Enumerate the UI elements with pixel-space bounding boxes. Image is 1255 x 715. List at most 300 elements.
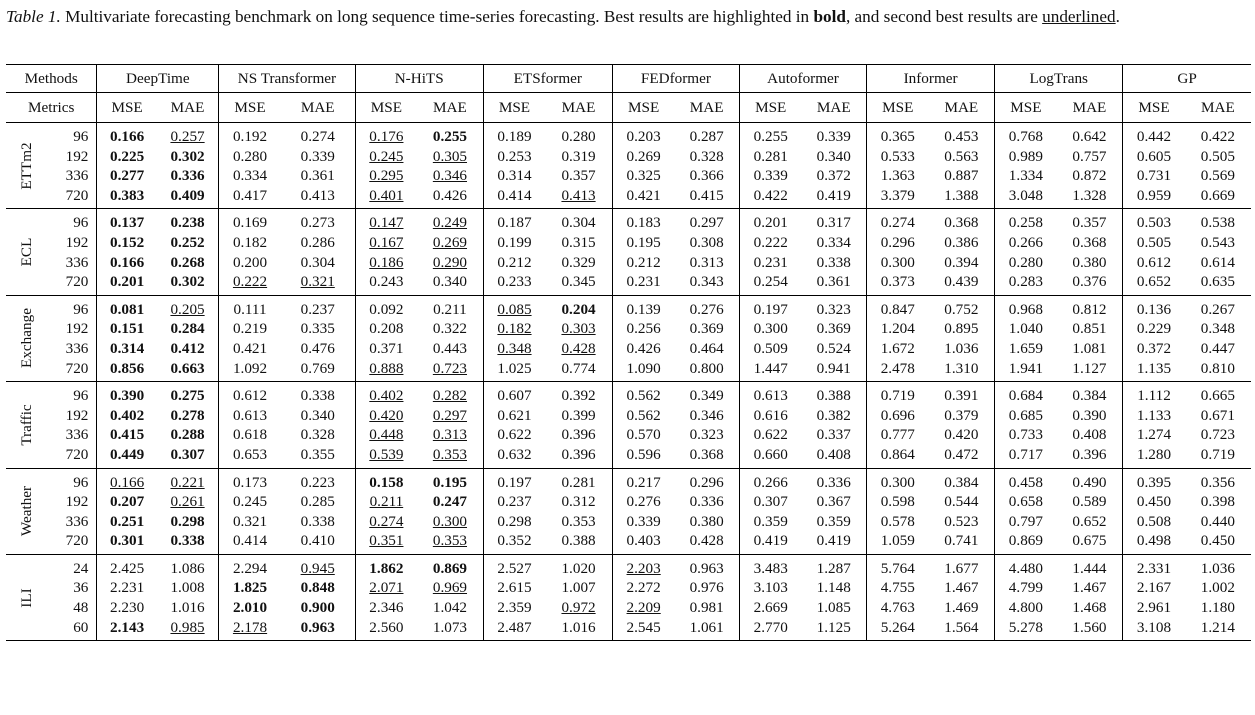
value-cell <box>612 319 674 339</box>
value-text: 2.560 <box>369 618 404 636</box>
value-text: 0.152 <box>110 233 145 251</box>
value-cell <box>281 425 355 445</box>
value-text: 0.757 <box>1072 147 1107 165</box>
value-text: 0.302 <box>170 273 205 291</box>
value-text: 0.297 <box>689 214 724 232</box>
value-cell <box>157 209 219 233</box>
value-text: 1.002 <box>1200 579 1235 597</box>
value-text: 0.396 <box>1072 445 1107 463</box>
value-text: 0.222 <box>753 233 788 251</box>
value-text: 0.290 <box>432 253 468 271</box>
value-cell <box>867 554 929 578</box>
value-text: 0.428 <box>561 339 596 357</box>
value-text: 0.329 <box>561 253 596 271</box>
value-cell <box>157 445 219 468</box>
value-text: 4.763 <box>880 599 915 617</box>
value-text: 0.355 <box>300 445 335 463</box>
value-cell <box>97 253 157 273</box>
table-row <box>6 253 1251 273</box>
value-cell <box>995 554 1057 578</box>
value-cell <box>483 382 545 406</box>
value-text: 1.016 <box>170 599 205 617</box>
horizon-cell: 96 <box>73 214 89 232</box>
value-text: 0.372 <box>1136 339 1172 357</box>
value-cell <box>739 445 801 468</box>
value-text: 0.266 <box>1008 233 1043 251</box>
value-text: 0.652 <box>1136 273 1172 291</box>
value-cell <box>801 272 866 295</box>
value-cell <box>739 339 801 359</box>
metric-header: MAE <box>689 99 724 116</box>
value-cell <box>483 598 545 618</box>
value-cell <box>995 425 1057 445</box>
value-text: 0.723 <box>1200 426 1235 444</box>
value-cell <box>1123 618 1185 641</box>
value-text: 1.274 <box>1136 426 1172 444</box>
value-cell <box>674 186 739 209</box>
value-cell <box>157 272 219 295</box>
value-cell <box>801 492 866 512</box>
value-cell <box>674 445 739 468</box>
value-cell <box>1185 186 1251 209</box>
value-cell <box>1123 209 1185 233</box>
value-text: 0.505 <box>1136 233 1172 251</box>
value-cell <box>157 123 219 147</box>
value-cell <box>417 578 483 598</box>
horizon-cell: 60 <box>73 618 89 636</box>
value-text: 0.297 <box>432 406 468 424</box>
value-text: 0.266 <box>753 473 788 491</box>
value-text: 3.108 <box>1136 618 1172 636</box>
value-cell <box>1185 531 1251 554</box>
value-text: 0.317 <box>816 214 851 232</box>
metric-header: MSE <box>739 93 801 123</box>
value-cell <box>1123 598 1185 618</box>
value-cell <box>483 406 545 426</box>
value-text: 0.963 <box>689 559 724 577</box>
value-cell <box>97 468 157 492</box>
value-text: 0.449 <box>110 445 145 463</box>
value-cell <box>545 359 612 382</box>
value-cell <box>219 295 281 319</box>
value-cell <box>417 425 483 445</box>
value-text: 0.719 <box>1200 445 1235 463</box>
table-row <box>6 618 1251 641</box>
value-text: 0.321 <box>232 512 268 530</box>
method-header: NS Transformer <box>219 65 355 93</box>
value-cell <box>867 406 929 426</box>
value-cell <box>1185 554 1251 578</box>
horizon-cell: 720 <box>65 532 89 550</box>
value-cell <box>801 147 866 167</box>
metrics-header-row <box>6 93 1251 123</box>
value-text: 0.458 <box>1008 473 1043 491</box>
value-cell <box>417 382 483 406</box>
value-cell <box>483 319 545 339</box>
value-text: 0.237 <box>300 300 335 318</box>
value-cell <box>1057 123 1123 147</box>
value-cell <box>483 233 545 253</box>
value-text: 2.359 <box>497 599 532 617</box>
value-cell <box>545 578 612 598</box>
value-cell <box>219 382 281 406</box>
value-cell <box>929 319 995 339</box>
value-cell <box>1123 406 1185 426</box>
value-cell <box>929 468 995 492</box>
horizon-cell: 336 <box>65 167 89 185</box>
value-text: 0.544 <box>944 493 979 511</box>
value-text: 0.777 <box>880 426 915 444</box>
value-cell <box>1057 147 1123 167</box>
value-cell <box>355 166 417 186</box>
value-cell <box>1123 512 1185 532</box>
methods-label: Methods <box>24 70 78 87</box>
value-text: 0.281 <box>561 473 596 491</box>
value-text: 0.256 <box>626 320 661 338</box>
value-cell <box>1123 253 1185 273</box>
value-cell <box>355 186 417 209</box>
value-text: 0.245 <box>369 147 404 165</box>
value-cell <box>157 295 219 319</box>
value-text: 0.717 <box>1008 445 1043 463</box>
value-text: 0.173 <box>232 473 268 491</box>
dataset-group <box>6 554 1251 640</box>
table-caption <box>6 4 1251 29</box>
value-cell <box>355 531 417 554</box>
value-text: 0.346 <box>689 406 724 424</box>
caption-label: Table 1. <box>6 7 61 26</box>
value-cell <box>157 578 219 598</box>
value-text: 0.618 <box>232 426 268 444</box>
value-text: 0.284 <box>170 320 205 338</box>
metrics-label: Metrics <box>27 99 75 116</box>
value-text: 0.847 <box>880 300 915 318</box>
metric-header: MSE <box>97 93 157 123</box>
value-text: 0.338 <box>170 532 205 550</box>
value-cell <box>545 295 612 319</box>
value-cell <box>867 359 929 382</box>
value-text: 0.391 <box>944 387 979 405</box>
value-text: 0.111 <box>233 300 267 318</box>
value-text: 0.267 <box>1200 300 1235 318</box>
value-cell <box>995 492 1057 512</box>
value-text: 0.612 <box>1136 253 1172 271</box>
value-cell <box>739 123 801 147</box>
value-cell <box>1123 339 1185 359</box>
dataset-group <box>6 209 1251 295</box>
value-cell <box>612 339 674 359</box>
value-cell <box>97 425 157 445</box>
value-cell <box>995 468 1057 492</box>
value-text: 0.447 <box>1200 339 1235 357</box>
horizon-cell: 720 <box>65 359 89 377</box>
value-cell <box>417 445 483 468</box>
value-cell <box>739 147 801 167</box>
value-cell <box>417 598 483 618</box>
value-text: 2.331 <box>1136 559 1172 577</box>
value-text: 0.336 <box>816 473 851 491</box>
value-cell <box>1057 578 1123 598</box>
value-cell <box>545 468 612 492</box>
value-cell <box>545 406 612 426</box>
value-text: 0.136 <box>1136 300 1172 318</box>
value-cell <box>674 359 739 382</box>
value-text: 0.301 <box>110 532 145 550</box>
metric-header: MSE <box>612 93 674 123</box>
value-text: 0.419 <box>816 186 851 204</box>
value-cell <box>1185 147 1251 167</box>
value-cell <box>867 445 929 468</box>
dataset-name: Weather <box>17 486 35 537</box>
value-cell <box>867 531 929 554</box>
value-text: 1.016 <box>561 618 596 636</box>
value-cell <box>929 512 995 532</box>
value-cell <box>483 492 545 512</box>
value-text: 0.337 <box>816 426 851 444</box>
value-cell <box>929 554 995 578</box>
value-text: 0.472 <box>944 445 979 463</box>
value-text: 0.414 <box>497 186 532 204</box>
value-cell <box>355 492 417 512</box>
value-cell <box>281 445 355 468</box>
value-text: 1.564 <box>944 618 979 636</box>
metric-header: MAE <box>170 99 205 116</box>
value-cell <box>1185 359 1251 382</box>
value-cell <box>1057 319 1123 339</box>
value-text: 0.367 <box>816 493 851 511</box>
value-text: 0.605 <box>1136 147 1172 165</box>
value-cell <box>929 209 995 233</box>
value-cell <box>97 233 157 253</box>
value-cell <box>417 272 483 295</box>
table-row <box>6 186 1251 209</box>
value-text: 0.151 <box>110 320 145 338</box>
value-cell <box>97 186 157 209</box>
value-cell <box>281 339 355 359</box>
value-text: 0.543 <box>1200 233 1235 251</box>
value-cell <box>545 598 612 618</box>
value-cell <box>1185 382 1251 406</box>
value-cell <box>674 319 739 339</box>
value-cell <box>674 209 739 233</box>
value-text: 0.384 <box>944 473 979 491</box>
value-text: 0.229 <box>1136 320 1172 338</box>
value-text: 0.296 <box>880 233 915 251</box>
value-text: 0.498 <box>1136 532 1172 550</box>
value-cell <box>483 512 545 532</box>
value-cell <box>1185 339 1251 359</box>
value-text: 0.233 <box>497 273 532 291</box>
table-row <box>6 578 1251 598</box>
value-text: 3.379 <box>880 186 915 204</box>
value-text: 1.672 <box>880 339 915 357</box>
value-cell <box>674 492 739 512</box>
value-text: 0.167 <box>369 233 404 251</box>
value-text: 0.421 <box>626 186 661 204</box>
value-text: 1.825 <box>232 579 268 597</box>
table-row <box>6 598 1251 618</box>
value-text: 1.560 <box>1072 618 1107 636</box>
table-row <box>6 492 1251 512</box>
value-cell <box>97 339 157 359</box>
value-text: 0.972 <box>561 599 596 617</box>
table-row <box>6 295 1251 319</box>
value-cell <box>612 618 674 641</box>
value-cell <box>219 531 281 554</box>
value-text: 0.941 <box>816 359 851 377</box>
value-cell <box>612 233 674 253</box>
value-cell <box>1123 319 1185 339</box>
value-cell <box>157 382 219 406</box>
value-cell <box>801 445 866 468</box>
table-row <box>6 531 1251 554</box>
value-text: 2.071 <box>369 579 404 597</box>
value-text: 0.399 <box>561 406 596 424</box>
value-cell <box>801 359 866 382</box>
value-text: 0.323 <box>689 426 724 444</box>
value-cell <box>545 382 612 406</box>
value-cell <box>281 618 355 641</box>
value-cell <box>545 531 612 554</box>
value-text: 1.363 <box>880 167 915 185</box>
table-row <box>6 512 1251 532</box>
value-text: 0.231 <box>753 253 788 271</box>
value-text: 1.036 <box>1200 559 1235 577</box>
dataset-name-cell <box>6 468 47 554</box>
value-cell <box>281 123 355 147</box>
value-text: 0.412 <box>170 339 205 357</box>
value-cell <box>157 531 219 554</box>
value-text: 0.212 <box>497 253 532 271</box>
value-cell <box>867 598 929 618</box>
value-cell <box>157 186 219 209</box>
value-text: 0.596 <box>626 445 661 463</box>
value-cell <box>867 209 929 233</box>
value-cell <box>674 554 739 578</box>
value-cell <box>417 618 483 641</box>
value-cell <box>1123 425 1185 445</box>
value-cell <box>545 233 612 253</box>
value-text: 0.307 <box>753 493 788 511</box>
value-text: 0.166 <box>110 253 145 271</box>
value-cell <box>1123 382 1185 406</box>
value-text: 0.092 <box>369 300 404 318</box>
value-cell <box>417 554 483 578</box>
value-cell <box>355 445 417 468</box>
value-cell <box>1185 468 1251 492</box>
value-cell <box>739 209 801 233</box>
value-cell <box>801 339 866 359</box>
value-text: 0.380 <box>689 512 724 530</box>
value-cell <box>1123 531 1185 554</box>
value-cell <box>219 233 281 253</box>
value-cell <box>674 578 739 598</box>
value-cell <box>483 359 545 382</box>
value-text: 0.251 <box>110 512 145 530</box>
value-cell <box>867 147 929 167</box>
value-cell <box>1185 406 1251 426</box>
value-text: 0.887 <box>944 167 979 185</box>
value-cell <box>674 147 739 167</box>
value-text: 1.042 <box>432 599 468 617</box>
value-cell <box>867 512 929 532</box>
value-text: 0.810 <box>1200 359 1235 377</box>
value-text: 0.419 <box>753 532 788 550</box>
metric-header: MAE <box>944 99 979 116</box>
value-cell <box>674 598 739 618</box>
value-text: 0.632 <box>497 445 532 463</box>
value-text: 0.621 <box>497 406 532 424</box>
value-text: 5.264 <box>880 618 915 636</box>
value-text: 0.314 <box>110 339 145 357</box>
value-cell <box>545 209 612 233</box>
value-text: 0.201 <box>753 214 788 232</box>
value-cell <box>97 406 157 426</box>
metric-header: MSE <box>483 93 545 123</box>
value-cell <box>219 147 281 167</box>
value-cell <box>1185 598 1251 618</box>
value-text: 2.203 <box>626 559 661 577</box>
value-cell <box>739 166 801 186</box>
value-cell <box>612 554 674 578</box>
horizon-cell: 96 <box>73 128 89 145</box>
value-cell <box>157 598 219 618</box>
value-cell <box>1123 492 1185 512</box>
value-text: 0.675 <box>1072 532 1107 550</box>
value-text: 0.524 <box>816 339 851 357</box>
value-cell <box>483 618 545 641</box>
value-text: 0.569 <box>1200 167 1235 185</box>
value-text: 0.200 <box>232 253 268 271</box>
value-text: 1.388 <box>944 186 979 204</box>
value-text: 0.443 <box>432 339 468 357</box>
method-header: FEDformer <box>612 65 739 93</box>
dataset-name: ECL <box>17 237 35 267</box>
value-cell <box>1123 445 1185 468</box>
value-cell <box>929 253 995 273</box>
value-text: 0.158 <box>369 473 404 491</box>
value-cell <box>97 209 157 233</box>
value-cell <box>867 618 929 641</box>
value-cell <box>995 512 1057 532</box>
value-cell <box>867 578 929 598</box>
value-cell <box>281 166 355 186</box>
value-text: 0.295 <box>369 167 404 185</box>
metric-header: MAE <box>816 99 851 116</box>
value-cell <box>801 382 866 406</box>
dataset-name-cell <box>6 123 47 209</box>
value-text: 0.968 <box>1008 300 1043 318</box>
value-text: 0.257 <box>170 128 205 145</box>
value-text: 0.308 <box>689 233 724 251</box>
value-cell <box>545 492 612 512</box>
method-header: Informer <box>867 65 995 93</box>
dataset-name: ILI <box>17 587 35 608</box>
value-cell <box>674 123 739 147</box>
value-cell <box>219 186 281 209</box>
value-text: 0.207 <box>110 493 145 511</box>
value-cell <box>417 492 483 512</box>
value-text: 0.199 <box>497 233 532 251</box>
value-text: 0.613 <box>753 387 788 405</box>
value-cell <box>674 253 739 273</box>
value-cell <box>219 339 281 359</box>
value-text: 0.357 <box>1072 214 1107 232</box>
value-text: 1.328 <box>1072 186 1107 204</box>
metric-header: MSE <box>1123 93 1185 123</box>
value-cell <box>1123 578 1185 598</box>
value-cell <box>157 166 219 186</box>
